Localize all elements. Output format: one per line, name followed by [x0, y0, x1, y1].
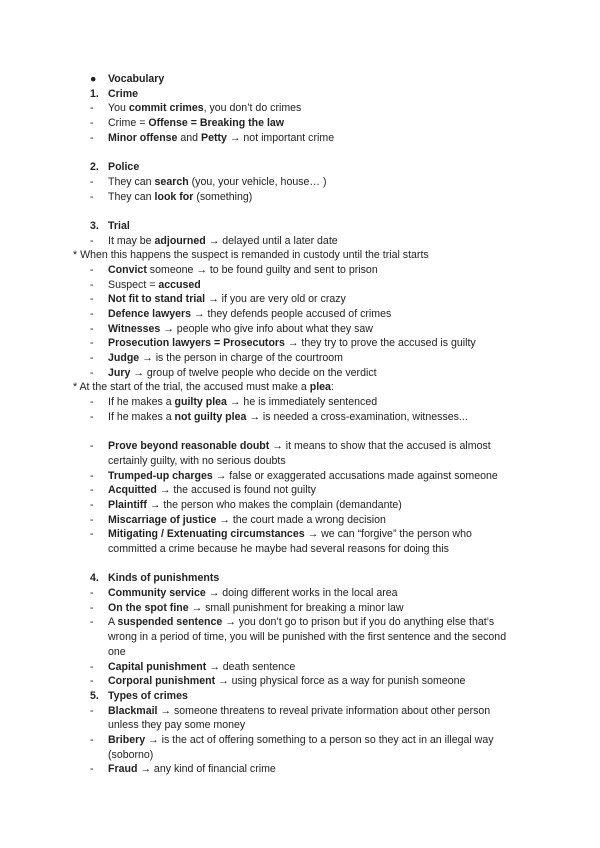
list-item-continuation	[0, 748, 600, 763]
list-item	[0, 395, 600, 410]
term: Blackmail	[108, 704, 158, 717]
arrow-icon: →	[148, 733, 159, 746]
section-title: Police	[108, 161, 140, 174]
list-item-continuation	[0, 630, 600, 645]
list-item	[0, 586, 600, 601]
section-title: Kinds of punishments	[108, 572, 220, 585]
term: Prove beyond reasonable doubt	[108, 440, 270, 453]
definition: using physical force as a way for punish someone	[228, 675, 466, 688]
dash-bullet: -	[90, 469, 94, 482]
dash-bullet: -	[90, 616, 94, 629]
arrow-icon: →	[159, 484, 171, 497]
spacer	[0, 204, 600, 219]
dash-bullet: -	[90, 102, 94, 115]
spacer	[0, 557, 600, 572]
section-heading-crime	[0, 87, 600, 102]
text: and	[177, 131, 202, 144]
arrow-icon: →	[149, 498, 161, 511]
dash-bullet: -	[90, 131, 94, 144]
text: Crime =	[108, 117, 149, 130]
section-number: 2.	[90, 161, 99, 174]
definition: certainly guilty, with no serious doubts	[108, 454, 286, 467]
term: Offense = Breaking the law	[148, 117, 285, 130]
term: On the spot fine	[108, 601, 189, 614]
arrow-icon: →	[133, 366, 144, 379]
list-item	[0, 336, 600, 351]
definition: not important crime	[240, 131, 335, 144]
dash-bullet: -	[90, 601, 94, 614]
vocabulary-heading	[0, 72, 600, 87]
dash-bullet: -	[90, 263, 94, 276]
term: Acquitted	[108, 484, 157, 497]
dash-bullet: -	[90, 175, 94, 188]
section-heading-police	[0, 160, 600, 175]
list-item	[0, 234, 600, 249]
term: adjourned	[154, 234, 206, 247]
definition: we can “forgive” the person who	[318, 528, 472, 541]
definition: people who give info about what they saw	[173, 322, 373, 335]
term: Jury	[108, 366, 131, 379]
section-title: Trial	[108, 219, 130, 232]
arrow-icon: →	[229, 396, 241, 409]
list-item	[0, 410, 600, 425]
list-item	[0, 116, 600, 131]
list-item	[0, 351, 600, 366]
dash-bullet: -	[90, 675, 94, 688]
arrow-icon: →	[209, 660, 220, 673]
document-page	[0, 72, 600, 777]
text: If he makes a	[108, 396, 175, 409]
text: Suspect =	[108, 278, 159, 291]
asterisk-icon: *	[73, 249, 78, 262]
heading-text: Vocabulary	[108, 73, 165, 85]
text: :	[330, 381, 334, 394]
definition: is the person in charge of the courtroom	[152, 352, 343, 365]
text: If he makes a	[108, 410, 175, 423]
arrow-icon: →	[208, 234, 220, 247]
section-heading-types-of-crimes	[0, 689, 600, 704]
dash-bullet: -	[90, 337, 94, 350]
dash-bullet: -	[90, 234, 94, 247]
dash-bullet: -	[90, 308, 94, 320]
term: commit crimes	[128, 102, 204, 115]
spacer	[0, 145, 600, 160]
list-item	[0, 733, 600, 748]
list-item	[0, 469, 600, 484]
dash-bullet: -	[90, 396, 94, 409]
text: They can	[108, 175, 155, 188]
definition: committed a crime because he maybe had several reasons for doing this	[108, 543, 449, 555]
list-item	[0, 278, 600, 293]
definition: the court made a wrong decision	[229, 513, 386, 526]
term: Judge	[108, 352, 140, 365]
term: suspended sentence	[117, 616, 223, 629]
list-item	[0, 762, 600, 777]
term: Fraud	[108, 763, 138, 776]
term: not guilty plea	[174, 410, 247, 423]
definition: delayed until a later date	[219, 234, 338, 247]
definition: is the act of offering something to a person so they act in an illegal way	[158, 733, 494, 746]
list-item-continuation	[0, 542, 600, 557]
section-number: 5.	[90, 689, 99, 702]
list-item-continuation	[0, 454, 600, 469]
definition: the accused is found not guilty	[170, 484, 316, 497]
definition: small punishment for breaking a minor law	[202, 601, 404, 614]
list-item	[0, 674, 600, 689]
section-number: 4.	[90, 572, 99, 585]
list-item-continuation	[0, 718, 600, 733]
list-item	[0, 483, 600, 498]
dash-bullet: -	[90, 278, 94, 291]
term: Miscarriage of justice	[108, 513, 217, 526]
list-item	[0, 366, 600, 381]
text: (something)	[193, 190, 253, 203]
list-item	[0, 601, 600, 616]
dash-bullet: -	[90, 352, 94, 365]
arrow-icon: →	[208, 293, 219, 306]
list-item	[0, 704, 600, 719]
arrow-icon: →	[208, 587, 220, 600]
arrow-icon: →	[219, 513, 230, 526]
definition: unless they pay some money	[108, 719, 246, 732]
definition: someone threatens to reveal private information about other person	[171, 704, 491, 717]
dash-bullet: -	[90, 410, 94, 423]
dash-bullet: -	[90, 190, 94, 203]
term: Community service	[108, 587, 206, 600]
term: Not fit to stand trial	[108, 293, 206, 306]
dash-bullet: -	[90, 660, 94, 673]
section-number: 3.	[90, 219, 99, 232]
note-line	[0, 380, 600, 395]
list-item	[0, 660, 600, 675]
list-item	[0, 498, 600, 513]
definition: doing different works in the local area	[219, 587, 398, 600]
dash-bullet: -	[90, 587, 94, 600]
dash-bullet: -	[90, 440, 94, 453]
spacer	[0, 425, 600, 440]
term: Trumped-up charges	[108, 469, 213, 482]
arrow-icon: →	[249, 410, 260, 423]
dash-bullet: -	[90, 117, 94, 130]
dash-bullet: -	[90, 484, 94, 497]
section-number: 1.	[90, 87, 99, 100]
arrow-icon: →	[191, 601, 203, 614]
arrow-icon: →	[196, 263, 207, 276]
list-item	[0, 513, 600, 528]
definition: any kind of financial crime	[150, 763, 276, 776]
note-text: When this happens the suspect is remanded in custody until the trial starts	[80, 249, 429, 262]
list-item	[0, 439, 600, 454]
definition: group of twelve people who decide on the verdict	[143, 366, 377, 379]
arrow-icon: →	[287, 337, 299, 350]
arrow-icon: →	[218, 675, 229, 688]
term: look for	[154, 190, 194, 203]
text: , you don’t do crimes	[203, 102, 302, 115]
term: Plaintiff	[108, 498, 147, 511]
list-item	[0, 292, 600, 307]
term: guilty plea	[174, 396, 227, 409]
dash-bullet: -	[90, 322, 94, 335]
definition: the person who makes the complain (demandante)	[160, 498, 402, 511]
arrow-icon: →	[225, 616, 236, 629]
definition: they try to prove the accused is guilty	[298, 337, 476, 350]
arrow-icon: →	[194, 308, 205, 320]
text: You	[108, 102, 129, 115]
definition: one	[108, 645, 126, 658]
text: They can	[108, 190, 155, 203]
definition: (soborno)	[108, 748, 154, 761]
text: It may be	[108, 234, 155, 247]
term: Witnesses	[108, 322, 161, 335]
term: Corporal punishment	[108, 675, 216, 688]
dash-bullet: -	[90, 528, 94, 541]
term: Capital punishment	[108, 660, 207, 673]
definition: false or exaggerated accusations made against someone	[226, 469, 498, 482]
term: Prosecution lawyers = Prosecutors	[108, 337, 285, 350]
text: someone	[146, 263, 197, 276]
list-item	[0, 101, 600, 116]
list-item	[0, 263, 600, 278]
list-item	[0, 615, 600, 630]
dash-bullet: -	[90, 704, 94, 717]
bullet-icon: ●	[90, 73, 97, 85]
definition: death sentence	[219, 660, 296, 673]
term: accused	[158, 278, 201, 291]
definition: you don’t go to prison but if you do anything else that’s	[235, 616, 495, 629]
arrow-icon: →	[142, 352, 153, 365]
definition: it means to show that the accused is almost	[282, 440, 491, 453]
definition: he is immediately sentenced	[240, 396, 378, 409]
list-item	[0, 175, 600, 190]
term: plea	[309, 381, 331, 394]
list-item	[0, 322, 600, 337]
list-item	[0, 307, 600, 322]
list-item	[0, 527, 600, 542]
note-text: At the start of the trial, the accused must make a	[79, 381, 310, 394]
definition: to be found guilty and sent to prison	[206, 263, 378, 276]
arrow-icon: →	[140, 763, 151, 776]
term: Bribery	[108, 733, 146, 746]
note-line	[0, 248, 600, 263]
dash-bullet: -	[90, 498, 94, 511]
term: search	[154, 175, 189, 188]
dash-bullet: -	[90, 366, 94, 379]
section-heading-trial	[0, 219, 600, 234]
arrow-icon: →	[215, 469, 227, 482]
list-item	[0, 131, 600, 146]
arrow-icon: →	[163, 322, 174, 335]
definition: wrong in a period of time, you will be punished with the first sentence and the second	[108, 631, 507, 644]
section-heading-punishments	[0, 571, 600, 586]
definition: they defends people accused of crimes	[204, 308, 392, 320]
dash-bullet: -	[90, 733, 94, 746]
arrow-icon: →	[160, 704, 172, 717]
definition: is needed a cross-examination, witnesses...	[259, 410, 468, 423]
asterisk-icon: *	[73, 381, 78, 394]
list-item-continuation	[0, 645, 600, 660]
text: (you, your vehicle, house… )	[188, 175, 327, 188]
term: Petty	[201, 131, 227, 144]
section-title: Crime	[108, 87, 139, 100]
arrow-icon: →	[307, 528, 319, 541]
term: Mitigating / Extenuating circumstances	[108, 528, 305, 541]
term: Minor offense	[108, 131, 178, 144]
arrow-icon: →	[272, 440, 283, 453]
term: Convict	[108, 263, 147, 276]
text: A	[108, 616, 118, 629]
dash-bullet: -	[90, 513, 94, 526]
dash-bullet: -	[90, 293, 94, 306]
dash-bullet: -	[90, 763, 94, 776]
section-title: Types of crimes	[108, 689, 188, 702]
term: Defence lawyers	[108, 308, 192, 320]
arrow-icon: →	[229, 131, 241, 144]
definition: if you are very old or crazy	[218, 293, 346, 306]
list-item	[0, 190, 600, 205]
